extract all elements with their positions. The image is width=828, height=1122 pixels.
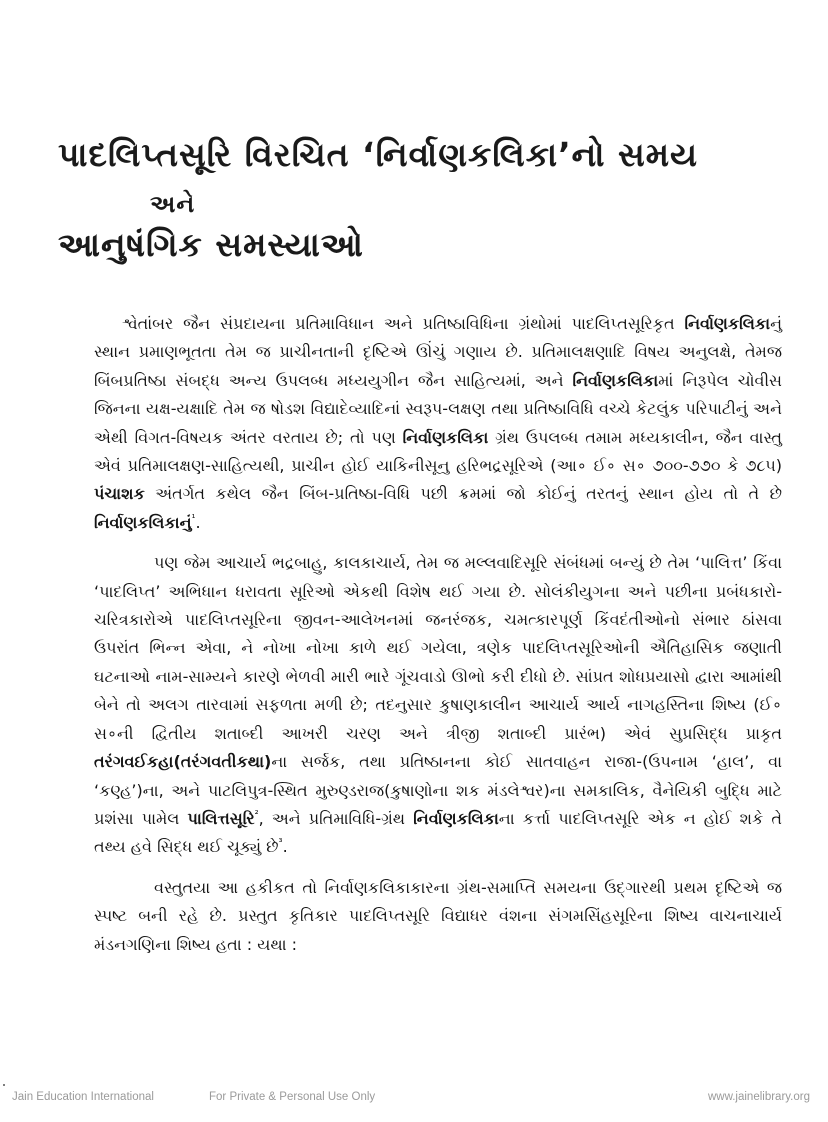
text-run: માં નિરૂપેલ ચોવીસ જિનના યક્ષ-યક્ષાદિ તેમ જ ષોડશ વિદ્યાદેવ્યાદિનાં સ્વરૂપ-લક્ષણ તથા પ્રતિષ્ઠાવિધિ વચ્ચે કેટલુંક પરિપાટીનું અને એથી વિગત-વિષયક અંતર વરતાય છે; તો પણ: [94, 370, 782, 447]
emphasized-term: નિર્વાણકલિકા: [413, 808, 499, 828]
emphasized-term: પાલિત્તસૂરિ: [187, 808, 255, 828]
text-run: ના કર્ત્તા પાદલિપ્તસૂરિ એક ન હોઈ શકે તે તથ્ય હવે સિદ્ધ થઈ ચૂક્યું છે: [94, 808, 782, 857]
paragraph-1: [94, 310, 782, 537]
text-run: .: [282, 837, 288, 857]
text-run: અંતર્ગત કથેલ જૈન બિંબ-પ્રતિષ્ઠા-વિધિ પછી ક્રમમાં જો કોઈનું તરતનું સ્થાન હોય તો તે છે: [144, 484, 782, 504]
emphasized-term: તરંગવઈકહા(તરંગવતીકથા): [94, 752, 272, 772]
page-title-line-1: પાદલિપ્તસૂરિ વિરચિત ‘નિર્વાણકલિકા’નો સમય: [58, 135, 699, 174]
emphasized-term: નિર્વાણકલિકાનું: [94, 512, 192, 532]
emphasized-term: નિર્વાણકલિકા: [402, 427, 489, 447]
emphasized-term: પંચાશક: [94, 484, 145, 504]
text-run: .: [195, 512, 201, 532]
footnote-marker: ³: [278, 837, 283, 849]
text-run: , અને પ્રતિમાવિધિ-ગ્રંથ: [258, 808, 414, 828]
text-run: ગ્રંથ ઉપલબ્ધ તમામ મધ્યકાલીન, જૈન વાસ્તુ એવં પ્રતિમાલક્ષણ-સાહિત્યથી, પ્રાચીન હોઈ યાકિનીસૂનુ હરિભદ્રસૂરિએ (આ∘ ઈ∘ સ∘ ૭૦૦-૭૭૦ કે ૭૮૫): [94, 427, 782, 476]
footnote-marker: ²: [254, 809, 259, 821]
page-title-conjunction: અને: [150, 190, 196, 218]
paragraph-2: [94, 549, 782, 861]
text-run: શ્વેતાંબર જૈન સંપ્રદાયના પ્રતિમાવિધાન અને પ્રતિષ્ઠાવિધિના ગ્રંથોમાં પાદલિપ્તસૂરિકૃત: [122, 314, 685, 333]
text-run: ના સર્જક, તથા પ્રતિષ્ઠાનના કોઈ સાતવાહન રાજા-(ઉપનામ ‘હાલ’, વા ‘કણ્હ’)ના, અને પાટલિપુત્ર-સ્થિત મુરુણ્ડરાજ(કુષાણોના શક મંડલેશ્વર)ના સમકાલિક, વૈનેયિકી બુદ્ધિ માટે પ્રશંસા પામેલ: [94, 752, 782, 828]
text-run: વસ્તુતયા આ હકીકત તો નિર્વાણકલિકાકારના ગ્રંથ-સમાપ્તિ સમયના ઉદ્ગારથી પ્રથમ દૃષ્ટિએ જ સ્પષ્ટ બની રહે છે. પ્રસ્તુત કૃતિકાર પાદલિપ્તસૂરિ વિદ્યાધર વંશના સંગમસિંહસૂરિના શિષ્ય વાચનાચાર્ય મંડનગણિના શિષ્ય હતા : યથા :: [94, 877, 782, 954]
paragraph-3: [94, 874, 782, 959]
article-body: [94, 310, 782, 971]
emphasized-term: નિર્વાણકલિકા: [684, 314, 771, 333]
footnote-marker: ¹: [191, 513, 196, 525]
footer-website-link[interactable]: www.jainelibrary.org: [707, 1091, 810, 1103]
footer-usage-notice: For Private & Personal Use Only: [209, 1091, 376, 1103]
page-title-line-2: આનુષંગિક સમસ્યાઓ: [58, 225, 364, 264]
scan-artifact-dot: [3, 1084, 5, 1086]
footer-publisher: Jain Education International: [12, 1091, 154, 1103]
text-run: પણ જેમ આચાર્ય ભદ્રબાહુ, કાલકાચાર્ય, તેમ જ મલ્લવાદિસૂરિ સંબંધમાં બન્યું છે તેમ ‘પાલિત્ત’ કિંવા ‘પાદલિપ્ત’ અભિધાન ધરાવતા સૂરિઓ એકથી વિશેષ થઈ ગયા છે. સોલંકીયુગના અને પછીના પ્રબંધકારો-ચરિત્રકારોએ પાદલિપ્તસૂરિના જીવન-આલેખનમાં જનરંજક, ચમત્કારપૂર્ણ કિંવદંતીઓનો સંભાર ઠાંસવા ઉપરાંત ભિન્ન એવા, ને નોખા નોખા કાળે થઈ ગયેલા, ત્રણેક પાદલિપ્તસૂરિઓની ઐતિહાસિક જણાતી ઘટનાઓ નામ-સામ્યને કારણે ભેળવી મારી ભારે ગૂંચવાડો ઊભો કરી દીધો છે. સાંપ્રત શોધપ્રયાસો દ્વારા આમાંથી બેને તો અલગ તારવામાં સફળતા મળી છે; તદનુસાર કુષાણકાલીન આચાર્ય આર્ય નાગહસ્તિના શિષ્ય (ઈ∘ સ∘ની દ્વિતીય શતાબ્દી આખરી ચરણ અને ત્રીજી શતાબ્દી પ્રારંભ) એવં સુપ્રસિદ્ધ પ્રાકૃત: [94, 553, 782, 743]
text-run: નું સ્થાન પ્રમાણભૂતતા તેમ જ પ્રાચીનતાની દૃષ્ટિએ ઊંચું ગણાય છે. પ્રતિમાલક્ષણાદિ વિષય અનુલક્ષે, તેમજ બિંબપ્રતિષ્ઠા સંબદ્ધ અન્ય ઉપલબ્ધ મધ્યયુગીન જૈન સાહિત્યમાં, અને: [94, 314, 782, 390]
emphasized-term: નિર્વાણકલિકા: [572, 370, 659, 390]
